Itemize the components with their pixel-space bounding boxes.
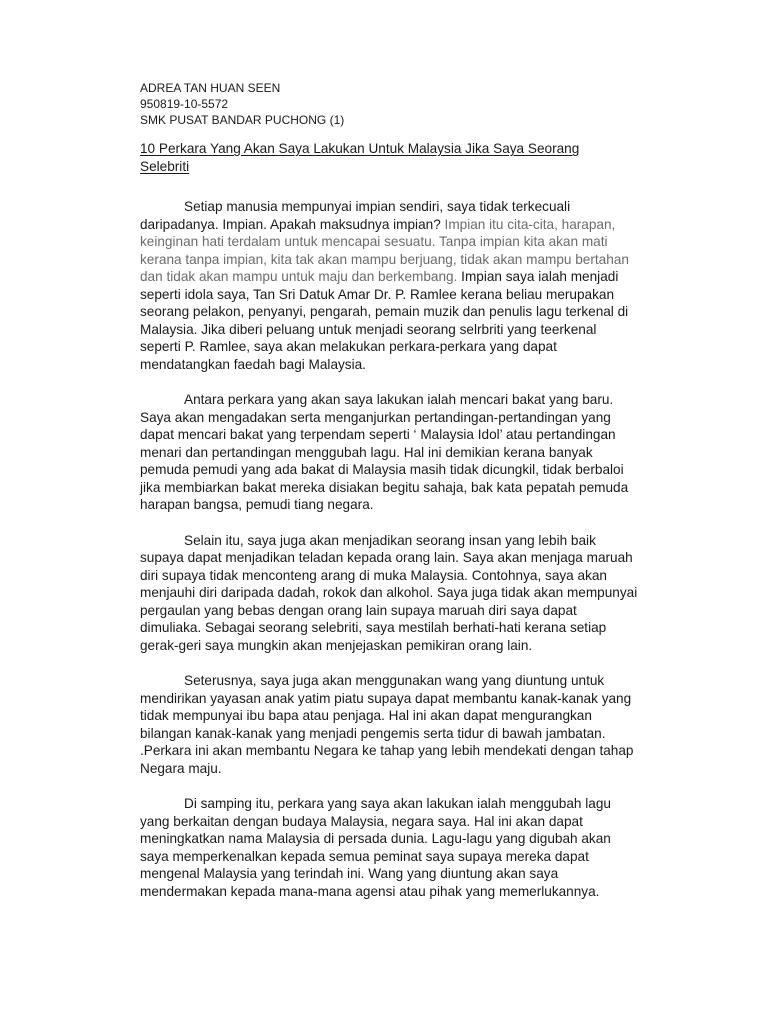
paragraph-2: Antara perkara yang akan saya lakukan ialah mencari bakat yang baru. Saya akan mengadakan serta menganjurkan pertandingan-pertandingan yang dapat mencari bakat yang terpendam seperti ‘ Malaysia Idol’ atau pertandingan menari dan pertandingan menggubah lagu. Hal ini demikian kerana banyak pemuda pemudi yang ada bakat di Malaysia masih tidak dicungkil, tidak berbaloi jika membiarkan bakat mereka disiakan begitu sahaja, bak kata pepatah pemuda harapan bangsa, pemudi tiang negara.: [140, 392, 629, 512]
author-name: ADREA TAN HUAN SEEN: [140, 81, 281, 95]
paragraph-1-intro: Setiap manusia mempunyai impian sendiri, saya tidak terkecuali daripadanya. Impian. Apakah maksudnya impian?: [140, 199, 571, 232]
paragraph-1: [140, 198, 640, 373]
school-name: SMK PUSAT BANDAR PUCHONG (1): [140, 113, 345, 127]
essay-title: 10 Perkara Yang Akan Saya Lakukan Untuk Malaysia Jika Saya Seorang Selebriti: [140, 141, 580, 174]
paragraph-4: Seterusnya, saya juga akan menggunakan wang yang diuntung untuk mendirikan yayasan anak yatim piatu supaya dapat membantu kanak-kanak yang tidak mempunyai ibu bapa atau penjaga. Hal ini akan dapat mengurangkan bilangan kanak-kanak yang menjadi pengemis serta tidur di bawah jambatan. .Perkara ini akan membantu Negara ke tahap yang lebih mendekati dengan tahap Negara maju.: [140, 673, 634, 776]
paragraph-3: Selain itu, saya juga akan menjadikan seorang insan yang lebih baik supaya dapat menjadikan teladan kepada orang lain. Saya akan menjaga maruah diri supaya tidak menconteng arang di muka Malaysia. Contohnya, saya akan menjauhi diri daripada dadah, rokok dan alkohol. Saya juga tidak akan mempunyai pergaulan yang bebas dengan orang lain supaya maruah diri saya dapat dimuliaka. Sebagai seorang selebriti, saya mestilah berhati-hati kerana setiap gerak-geri saya mungkin akan menjejaskan pemikiran orang lain.: [140, 532, 638, 653]
ic-number: 950819-10-5572: [140, 97, 229, 111]
paragraph-5: Di samping itu, perkara yang saya akan lakukan ialah menggubah lagu yang berkaitan dengan budaya Malaysia, negara saya. Hal ini akan dapat meningkatkan nama Malaysia di persada dunia. Lagu-lagu yang digubah akan saya memperkenalkan kepada semua peminat saya supaya mereka dapat mengenal Malaysia yang terindah ini. Wang yang diuntung akan saya mendermakan kepada mana-mana agensi atau pihak yang memerlukannya.: [140, 796, 611, 899]
author-header: [140, 80, 640, 128]
document-page: [140, 80, 640, 914]
paragraph-1-quoted: Impian itu cita-cita, harapan, keinginan hati terdalam untuk mencapai sesuatu. Tanpa impian kita akan mati kerana tanpa impian, kita tak akan mampu berjuang, tidak akan mampu bertahan dan tidak akan mampu untuk maju dan berkembang.: [140, 216, 629, 284]
paragraph-1-rest: Impian saya ialah menjadi seperti idola saya, Tan Sri Datuk Amar Dr. P. Ramlee kerana beliau merupakan seorang pelakon, penyanyi, pengarah, pemain muzik dan penulis lagu terkenal di Malaysia. Jika diberi peluang untuk menjadi seorang selrbriti yang teerkenal seperti P. Ramlee, saya akan melakukan perkara-perkara yang dapat mendatangkan faedah bagi Malaysia.: [140, 269, 629, 372]
